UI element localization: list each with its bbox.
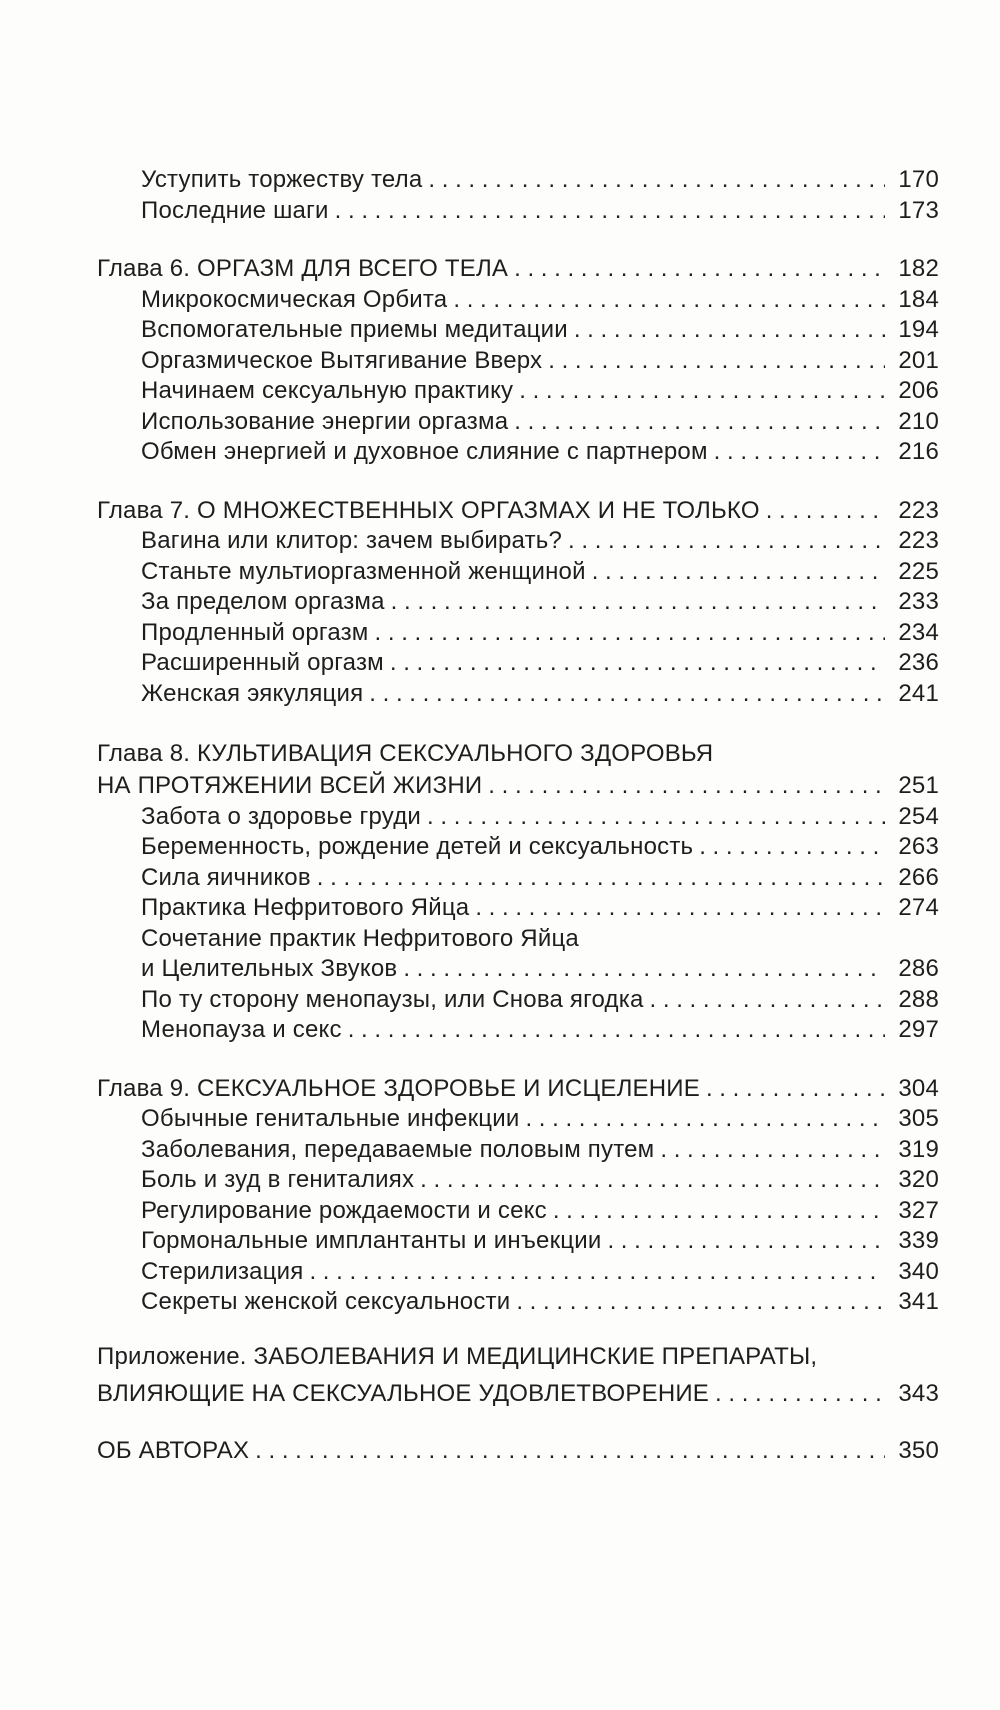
- dot-leader: [255, 1436, 885, 1467]
- dot-leader: [317, 863, 885, 894]
- toc-entry: [97, 407, 939, 438]
- toc-entry: [97, 802, 939, 833]
- appendix-title-line-1: Приложение. ЗАБОЛЕВАНИЯ И МЕДИЦИНСКИЕ ПРЕПАРАТЫ,: [97, 1342, 818, 1370]
- chapter-heading: [97, 254, 939, 285]
- toc-entry: [97, 1226, 939, 1257]
- toc-entry-title: Практика Нефритового Яйца: [141, 894, 470, 921]
- toc-entry-title: Последние шаги: [141, 196, 329, 224]
- toc-entry: [97, 587, 939, 618]
- toc-entry-title: По ту сторону менопаузы, или Снова ягодка: [141, 985, 644, 1013]
- dot-leader: [516, 1287, 885, 1318]
- toc-entry-page: 274: [898, 894, 939, 921]
- toc-chapter-9: [97, 1074, 939, 1318]
- toc-entry-page: 210: [898, 407, 939, 435]
- toc-entry-page: 266: [898, 863, 939, 891]
- toc-entry-title: Вагина или клитор: зачем выбирать?: [141, 527, 563, 554]
- toc-about: [97, 1436, 939, 1467]
- appendix-page: 343: [898, 1379, 939, 1407]
- appendix-title-line-2: ВЛИЯЮЩИЕ НА СЕКСУАЛЬНОЕ УДОВЛЕТВОРЕНИЕ: [97, 1379, 710, 1407]
- dot-leader: [607, 1226, 885, 1257]
- chapter-title-line-2: НА ПРОТЯЖЕНИИ ВСЕЙ ЖИЗНИ: [97, 772, 483, 799]
- toc-entry-title: Менопауза и секс: [141, 1016, 342, 1043]
- chapter-title: Глава 7. О МНОЖЕСТВЕННЫХ ОРГАЗМАХ И НЕ ТОЛЬКО: [97, 496, 760, 524]
- toc-chapter-8: [97, 737, 939, 1046]
- toc-chapter-6: [97, 254, 939, 468]
- appendix-heading: [97, 1374, 939, 1414]
- toc-entry-page: 339: [898, 1227, 939, 1254]
- toc-entry-title: Женская эякуляция: [141, 679, 364, 707]
- toc-entry-page: 241: [898, 679, 939, 707]
- toc-entry-title-line-1: Сочетание практик Нефритового Яйца: [141, 924, 579, 952]
- toc-entry-title: Микрокосмическая Орбита: [141, 285, 448, 313]
- toc-entry: [97, 954, 939, 985]
- dot-leader: [428, 165, 885, 196]
- toc-entry-title: Заболевания, передаваемые половым путем: [141, 1135, 655, 1163]
- toc-entry-page: 327: [898, 1196, 939, 1224]
- toc-entry-page: 170: [898, 166, 939, 193]
- toc-entry-page: 194: [898, 316, 939, 343]
- toc-entry: [97, 1196, 939, 1227]
- toc-entry-title: Использование энергии оргазма: [141, 407, 509, 435]
- toc-entry-title: Боль и зуд в гениталиях: [141, 1166, 415, 1193]
- toc-entry: [97, 1135, 939, 1166]
- chapter-page: 251: [898, 772, 939, 799]
- toc-entry-page: 297: [898, 1016, 939, 1043]
- dot-leader: [650, 985, 885, 1016]
- chapter-page: 223: [898, 496, 939, 524]
- toc-entry-page: 263: [898, 833, 939, 860]
- toc-entry-page: 216: [898, 438, 939, 465]
- toc-entry: [97, 679, 939, 710]
- toc-continuation: [97, 165, 939, 226]
- toc-entry-page: 340: [898, 1257, 939, 1285]
- toc-entry-title: Обычные генитальные инфекции: [141, 1105, 520, 1132]
- dot-leader: [715, 1374, 885, 1414]
- toc-entry: [97, 315, 939, 346]
- about-heading: [97, 1436, 939, 1467]
- dot-leader: [403, 954, 885, 985]
- dot-leader: [592, 557, 885, 588]
- chapter-heading: [97, 496, 939, 527]
- toc-entry-page: 201: [898, 346, 939, 374]
- dot-leader: [390, 648, 885, 679]
- toc-entry-title: Уступить торжеству тела: [141, 166, 423, 193]
- toc-entry-page: 319: [898, 1135, 939, 1163]
- toc-entry-page: 173: [898, 196, 939, 224]
- toc-entry: [97, 437, 939, 468]
- toc-entry-title: Беременность, рождение детей и сексуальность: [141, 833, 694, 860]
- toc-entry: [97, 196, 939, 227]
- toc-entry: [97, 863, 939, 894]
- chapter-heading: [97, 771, 939, 802]
- toc-entry-page: 236: [898, 649, 939, 676]
- toc-appendix: [97, 1340, 939, 1414]
- toc-entry-title: Сила яичников: [141, 863, 311, 891]
- toc-entry-title: Оргазмическое Вытягивание Вверх: [141, 346, 543, 374]
- toc-entry-title: Обмен энергией и духовное слияние с партнером: [141, 438, 708, 465]
- toc-entry-page: 305: [898, 1105, 939, 1132]
- toc-entry-title: Забота о здоровье груди: [141, 802, 422, 830]
- toc-entry-title: Станьте мультиоргазменной женщиной: [141, 557, 586, 585]
- dot-leader: [574, 315, 885, 346]
- toc-entry-page: 223: [898, 527, 939, 554]
- dot-leader: [514, 254, 885, 285]
- toc-entry: [97, 285, 939, 316]
- toc-entry-title: Регулирование рождаемости и секс: [141, 1196, 547, 1224]
- toc-entry-title: За пределом оргазма: [141, 588, 385, 615]
- toc-entry-title: Расширенный оргазм: [141, 649, 384, 676]
- toc-entry: [97, 893, 939, 924]
- chapter-page: 304: [898, 1074, 939, 1102]
- dot-leader: [427, 802, 885, 833]
- toc-entry-title: Гормональные имплантанты и инъекции: [141, 1227, 602, 1254]
- toc-entry: [97, 648, 939, 679]
- toc-entry-title-line-2: и Целительных Звуков: [141, 955, 398, 982]
- dot-leader: [660, 1135, 885, 1166]
- about-page: 350: [898, 1436, 939, 1464]
- toc-entry: [97, 1257, 939, 1288]
- toc-entry-page: 286: [898, 955, 939, 982]
- dot-leader: [475, 893, 885, 924]
- toc-entry: [97, 1287, 939, 1318]
- toc-entry: [97, 165, 939, 196]
- dot-leader: [519, 376, 885, 407]
- toc-entry: [97, 557, 939, 588]
- dot-leader: [714, 437, 885, 468]
- dot-leader: [453, 285, 885, 316]
- dot-leader: [766, 496, 885, 527]
- dot-leader: [348, 1015, 885, 1046]
- toc-entry-page: 288: [898, 985, 939, 1013]
- dot-leader: [568, 526, 885, 557]
- dot-leader: [420, 1165, 885, 1196]
- toc-entry-page: 184: [898, 285, 939, 313]
- dot-leader: [706, 1074, 885, 1105]
- toc-entry: [97, 985, 939, 1016]
- toc-entry: [97, 526, 939, 557]
- table-of-contents: [97, 165, 939, 1494]
- chapter-heading: [97, 1074, 939, 1105]
- about-title: ОБ АВТОРАХ: [97, 1436, 250, 1464]
- dot-leader: [548, 346, 885, 377]
- toc-chapter-7: [97, 496, 939, 710]
- toc-entry-title: Продленный оргазм: [141, 618, 369, 646]
- dot-leader: [525, 1104, 885, 1135]
- toc-entry: [97, 1015, 939, 1046]
- toc-entry-page: 234: [898, 618, 939, 646]
- dot-leader: [391, 587, 885, 618]
- dot-leader: [553, 1196, 885, 1227]
- toc-entry: [97, 1104, 939, 1135]
- chapter-title-line-1: Глава 8. КУЛЬТИВАЦИЯ СЕКСУАЛЬНОГО ЗДОРОВЬЯ: [97, 740, 714, 767]
- dot-leader: [369, 679, 885, 710]
- toc-entry: [97, 618, 939, 649]
- chapter-page: 182: [898, 255, 939, 282]
- toc-entry-page: 206: [898, 377, 939, 404]
- toc-entry: [97, 1165, 939, 1196]
- toc-entry-page: 341: [898, 1288, 939, 1315]
- chapter-title: Глава 9. СЕКСУАЛЬНОЕ ЗДОРОВЬЕ И ИСЦЕЛЕНИЕ: [97, 1074, 700, 1102]
- dot-leader: [514, 407, 885, 438]
- dot-leader: [335, 196, 885, 227]
- dot-leader: [309, 1257, 885, 1288]
- toc-entry-page: 254: [898, 802, 939, 830]
- toc-entry: [97, 376, 939, 407]
- toc-entry-page: 320: [898, 1166, 939, 1193]
- toc-entry-page: 233: [898, 588, 939, 615]
- chapter-title: Глава 6. ОРГАЗМ ДЛЯ ВСЕГО ТЕЛА: [97, 255, 509, 282]
- dot-leader: [375, 618, 885, 649]
- dot-leader: [699, 832, 885, 863]
- toc-entry-title: Вспомогательные приемы медитации: [141, 316, 568, 343]
- toc-entry-page: 225: [898, 557, 939, 585]
- toc-entry: [97, 346, 939, 377]
- toc-entry-title: Секреты женской сексуальности: [141, 1288, 511, 1315]
- toc-entry: [97, 832, 939, 863]
- toc-entry-title: Начинаем сексуальную практику: [141, 377, 514, 404]
- dot-leader: [488, 771, 885, 802]
- toc-entry-title: Стерилизация: [141, 1257, 304, 1285]
